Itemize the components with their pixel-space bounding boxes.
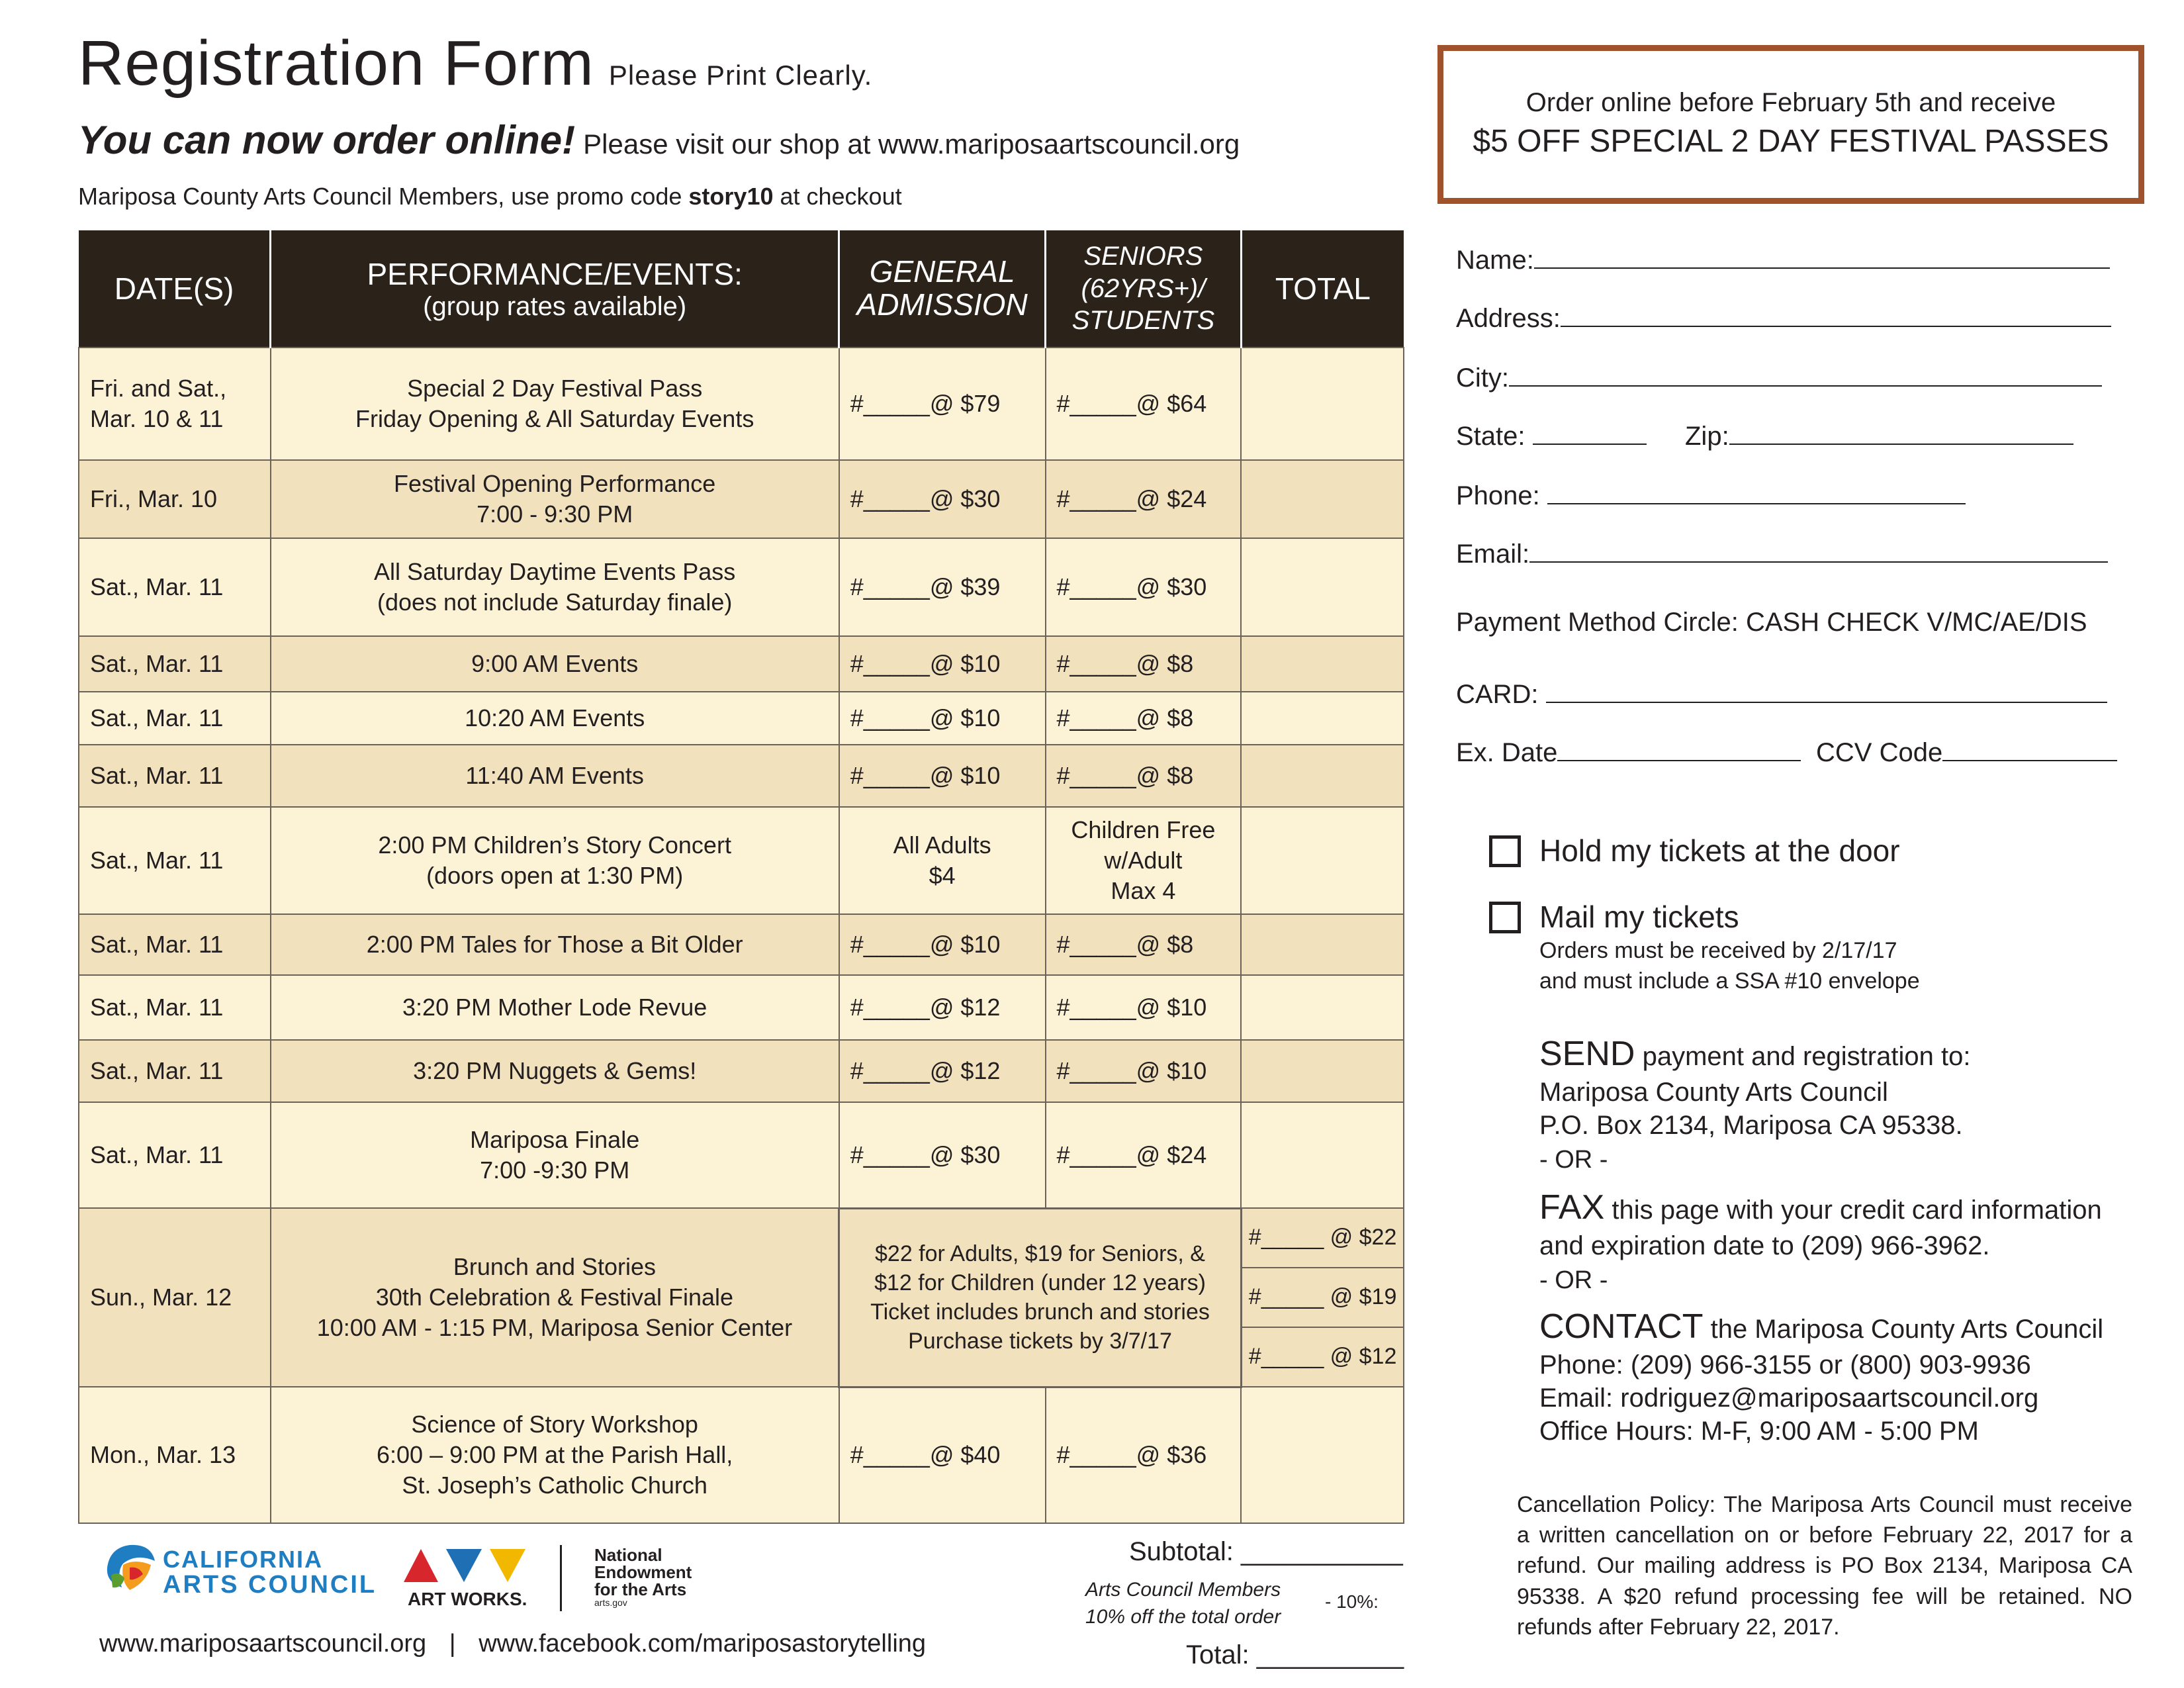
address-field[interactable]: Address: <box>1456 303 2111 334</box>
row-event: 2:00 PM Children’s Story Concert (doors open at 1:30 PM) <box>271 807 839 914</box>
state-field[interactable]: State: <box>1456 421 1647 451</box>
table-row <box>79 348 1404 460</box>
table-row <box>79 745 1404 807</box>
page-title: Registration Form Please Print Clearly. <box>78 28 873 99</box>
send-instructions: SEND payment and registration to: Mariposa County Arts Council P.O. Box 2134, Mariposa CA 95338. - OR - <box>1539 1035 1971 1174</box>
table-row <box>79 1208 1404 1387</box>
facebook-link[interactable]: www.facebook.com/mariposastorytelling <box>478 1630 927 1658</box>
website-link[interactable]: www.mariposaartscouncil.org <box>99 1630 427 1658</box>
row-date: Sat., Mar. 11 <box>79 636 271 692</box>
expiration-date-field[interactable]: Ex. Date <box>1456 737 1801 768</box>
header-general-admission: GENERAL ADMISSION <box>839 230 1046 348</box>
header-seniors-students: SENIORS (62YRS+)/ STUDENTS <box>1046 230 1242 348</box>
row-event: 10:20 AM Events <box>271 692 839 745</box>
city-field[interactable]: City: <box>1456 363 2102 393</box>
row-total-field[interactable] <box>1241 1040 1404 1102</box>
zip-field[interactable]: Zip: <box>1685 421 2073 451</box>
table-row <box>79 1387 1404 1523</box>
page-subtitle: Please Print Clearly. <box>608 60 873 91</box>
table-row <box>79 1040 1404 1102</box>
brunch-price-note: $22 for Adults, $19 for Seniors, & $12 for Children (under 12 years) Ticket includes brunch and stories Purchase tickets by 3/7/17 <box>839 1208 1242 1387</box>
mail-tickets-label: Mail my tickets <box>1539 900 1739 934</box>
header-dates: DATE(S) <box>79 230 271 348</box>
row-date: Sat., Mar. 11 <box>79 692 271 745</box>
senior-qty-field[interactable]: #_____@ $30 <box>1046 538 1242 636</box>
general-qty-field[interactable]: #_____@ $30 <box>839 1102 1046 1208</box>
row-date: Sat., Mar. 11 <box>79 745 271 807</box>
contact-info: CONTACT the Mariposa County Arts Council Phone: (209) 966-3155 or (800) 903-9936 Email: rodriguez@mariposaartscouncil.org Office Hours: M-F, 9:00 AM - 5:00 PM <box>1539 1305 2103 1448</box>
row-date: Mon., Mar. 13 <box>79 1387 271 1523</box>
mail-tickets-checkbox[interactable] <box>1489 902 1521 933</box>
promo-code: story10 <box>688 183 774 210</box>
promo-code-notice: Mariposa County Arts Council Members, use promo code story10 at checkout <box>78 183 902 210</box>
row-date: Sat., Mar. 11 <box>79 1102 271 1208</box>
discount-line-2: $5 OFF SPECIAL 2 DAY FESTIVAL PASSES <box>1473 124 2109 159</box>
header-events: PERFORMANCE/EVENTS: (group rates available) <box>271 230 839 348</box>
row-event: 11:40 AM Events <box>271 745 839 807</box>
general-qty-field[interactable]: #_____@ $12 <box>839 975 1046 1040</box>
general-qty-field[interactable]: #_____@ $40 <box>839 1387 1046 1523</box>
email-field[interactable]: Email: <box>1456 539 2108 569</box>
row-event: 3:20 PM Mother Lode Revue <box>271 975 839 1040</box>
payment-method-circle[interactable]: Payment Method Circle: CASH CHECK V/MC/AE/DIS <box>1456 608 2087 637</box>
contact-phone: Phone: (209) 966-3155 or (800) 903-9936 <box>1539 1350 2031 1380</box>
california-arts-council-logo: CALIFORNIA ARTS COUNCIL <box>163 1546 377 1599</box>
row-date: Sun., Mar. 12 <box>79 1208 271 1387</box>
row-date: Fri. and Sat., Mar. 10 & 11 <box>79 348 271 460</box>
row-total-field[interactable] <box>1241 1102 1404 1208</box>
general-qty-field[interactable]: #_____@ $10 <box>839 914 1046 975</box>
row-total-field[interactable] <box>1241 460 1404 538</box>
row-event: Special 2 Day Festival Pass Friday Opening & All Saturday Events <box>271 348 839 460</box>
hold-tickets-checkbox[interactable] <box>1489 835 1521 867</box>
fax-instructions: FAX this page with your credit card information and expiration date to (209) 966-3962. - OR - <box>1539 1188 2102 1294</box>
senior-qty-field[interactable]: #_____@ $10 <box>1046 975 1242 1040</box>
table-row <box>79 692 1404 745</box>
row-event: 9:00 AM Events <box>271 636 839 692</box>
table-row <box>79 975 1404 1040</box>
total-field[interactable]: Total: __________ <box>1186 1640 1404 1669</box>
row-date: Sat., Mar. 11 <box>79 1040 271 1102</box>
table-header-row <box>79 230 1404 348</box>
row-date: Sat., Mar. 11 <box>79 914 271 975</box>
brunch-child-qty-field[interactable]: #_____ @ $12 <box>1248 1344 1397 1370</box>
table-row <box>79 636 1404 692</box>
online-notice: You can now order online! Please visit our shop at www.mariposaartscouncil.org <box>78 118 1240 162</box>
row-event: All Saturday Daytime Events Pass (does not include Saturday finale) <box>271 538 839 636</box>
senior-qty-field[interactable]: #_____@ $36 <box>1046 1387 1242 1523</box>
name-field[interactable]: Name: <box>1456 245 2110 275</box>
brunch-adult-qty-field[interactable]: #_____ @ $22 <box>1242 1209 1403 1268</box>
card-number-field[interactable]: CARD: <box>1456 679 2107 710</box>
footer-links <box>99 1630 926 1658</box>
row-event: Festival Opening Performance 7:00 - 9:30 PM <box>271 460 839 538</box>
mail-tickets-note: Orders must be received by 2/17/17 and must include a SSA #10 envelope <box>1539 938 1920 994</box>
row-total-field[interactable] <box>1241 1387 1404 1523</box>
row-date: Sat., Mar. 11 <box>79 807 271 914</box>
brunch-qty-group <box>1241 1208 1404 1387</box>
general-qty-field[interactable]: #_____@ $10 <box>839 692 1046 745</box>
senior-qty-field[interactable]: #_____@ $8 <box>1046 914 1242 975</box>
discount-line-1: Order online before February 5th and receive <box>1525 88 2056 117</box>
art-works-text: ART WORKS. <box>408 1589 527 1609</box>
table-row <box>79 1102 1404 1208</box>
member-discount-note: Arts Council Members 10% off the total order <box>1085 1579 1281 1628</box>
hold-tickets-label: Hold my tickets at the door <box>1539 833 1900 868</box>
phone-field[interactable]: Phone: <box>1456 481 1966 511</box>
general-qty-field[interactable]: #_____@ $12 <box>839 1040 1046 1102</box>
row-total-field[interactable] <box>1241 348 1404 460</box>
table-row <box>79 460 1404 538</box>
subtotal-field[interactable]: Subtotal: ___________ <box>1129 1537 1403 1566</box>
discount-label: - 10%: <box>1325 1591 1379 1612</box>
shop-link-text[interactable]: Please visit our shop at www.mariposaartscouncil.org <box>583 128 1240 160</box>
logo-divider <box>560 1545 562 1611</box>
art-works-logo-icon <box>398 1546 528 1587</box>
senior-qty-field[interactable]: #_____@ $8 <box>1046 745 1242 807</box>
row-total-field[interactable] <box>1241 745 1404 807</box>
senior-qty-field[interactable]: #_____@ $10 <box>1046 1040 1242 1102</box>
ticket-table <box>78 230 1404 1524</box>
senior-qty-field[interactable]: #_____@ $24 <box>1046 1102 1242 1208</box>
california-arts-council-logo-icon <box>103 1541 158 1594</box>
general-qty-field[interactable]: #_____@ $79 <box>839 348 1046 460</box>
general-qty-field[interactable]: #_____@ $30 <box>839 460 1046 538</box>
row-date: Sat., Mar. 11 <box>79 538 271 636</box>
row-date: Fri., Mar. 10 <box>79 460 271 538</box>
table-row <box>79 914 1404 975</box>
table-row <box>79 807 1404 914</box>
row-event: Mariposa Finale 7:00 -9:30 PM <box>271 1102 839 1208</box>
row-total-field[interactable] <box>1241 692 1404 745</box>
brunch-senior-qty-field[interactable]: #_____ @ $19 <box>1242 1268 1403 1328</box>
senior-qty-field[interactable]: #_____@ $8 <box>1046 636 1242 692</box>
ccv-code-field[interactable]: CCV Code <box>1816 737 2117 768</box>
row-event: 3:20 PM Nuggets & Gems! <box>271 1040 839 1102</box>
cancellation-policy: Cancellation Policy: The Mariposa Arts Council must receive a written cancellation on or before February 22, 2017 for a refund. Our mailing address is PO Box 2134, Mariposa CA 95338. A $20 refund processing fee will be retained. NO refunds after February 22, 2017. <box>1517 1492 2132 1640</box>
online-discount-box <box>1437 45 2144 204</box>
row-total-field[interactable] <box>1241 975 1404 1040</box>
row-date: Sat., Mar. 11 <box>79 975 271 1040</box>
table-row <box>79 538 1404 636</box>
link-separator: | <box>449 1630 456 1658</box>
row-total-field[interactable] <box>1241 538 1404 636</box>
senior-price-info: Children Free w/Adult Max 4 <box>1046 807 1242 914</box>
row-total-field[interactable] <box>1241 807 1404 914</box>
contact-email[interactable]: Email: rodriguez@mariposaartscouncil.org <box>1539 1383 2039 1413</box>
office-hours: Office Hours: M-F, 9:00 AM - 5:00 PM <box>1539 1417 1979 1446</box>
row-total-field[interactable] <box>1241 914 1404 975</box>
senior-qty-field[interactable]: #_____@ $8 <box>1046 692 1242 745</box>
row-total-field[interactable] <box>1241 636 1404 692</box>
general-qty-field[interactable]: #_____@ $10 <box>839 636 1046 692</box>
general-qty-field[interactable]: #_____@ $10 <box>839 745 1046 807</box>
row-event: Science of Story Workshop 6:00 – 9:00 PM at the Parish Hall, St. Joseph’s Catholic Church <box>271 1387 839 1523</box>
senior-qty-field[interactable]: #_____@ $64 <box>1046 348 1242 460</box>
row-event: Brunch and Stories 30th Celebration & Festival Finale 10:00 AM - 1:15 PM, Mariposa Senior Center <box>271 1208 839 1387</box>
general-price-info: All Adults $4 <box>839 807 1046 914</box>
header-total: TOTAL <box>1241 230 1404 348</box>
general-qty-field[interactable]: #_____@ $39 <box>839 538 1046 636</box>
nea-logo: National Endowment for the Arts arts.gov <box>594 1545 692 1608</box>
row-event: 2:00 PM Tales for Those a Bit Older <box>271 914 839 975</box>
senior-qty-field[interactable]: #_____@ $24 <box>1046 460 1242 538</box>
